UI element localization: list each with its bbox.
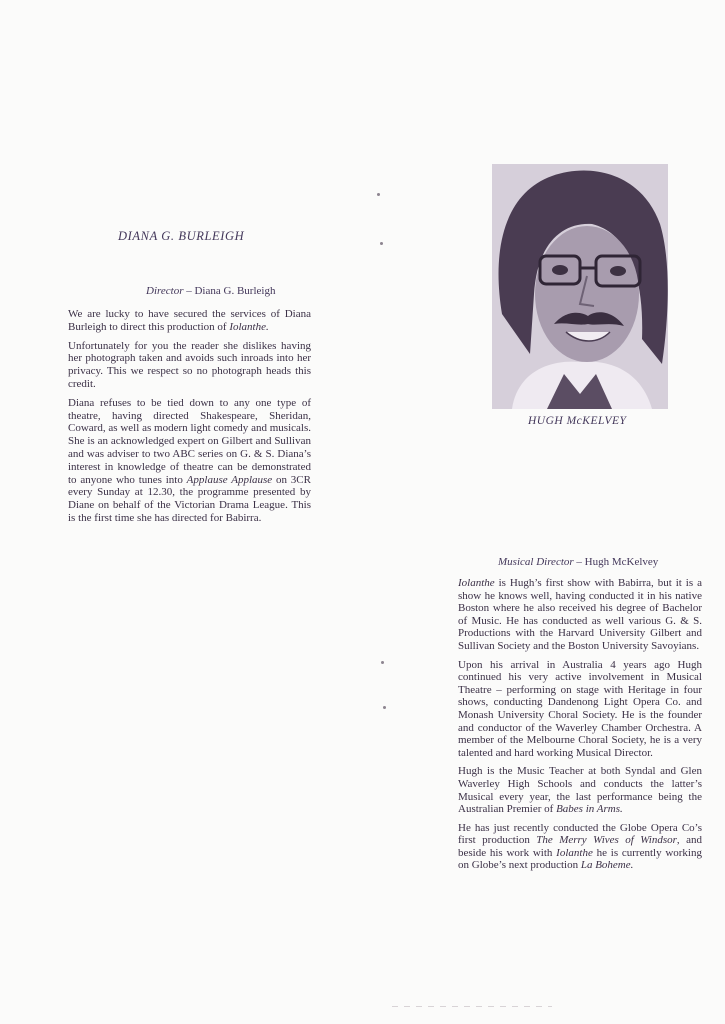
md-bio-p3-show: Babes in Arms. <box>556 803 623 816</box>
md-bio-p3-text: Hugh is the Music Teacher at both Syndal and Glen Waverley High Schools and conducts the latter’s Musical every year, the last performance being the Australian Premier of <box>458 765 702 816</box>
hugh-mckelvey-photo <box>492 164 668 409</box>
portrait-illustration <box>492 164 668 409</box>
binding-speck <box>381 661 384 664</box>
musical-director-role: Musical Director <box>498 556 574 568</box>
md-bio-p4-text-b: , and beside his work with <box>458 834 702 859</box>
director-bio-paragraph-1 <box>68 308 311 334</box>
director-bio <box>68 308 311 531</box>
musical-director-subhead-separator: – <box>573 556 585 568</box>
musical-director-name: Hugh McKelvey <box>584 556 659 568</box>
musical-director-bio <box>458 577 702 878</box>
md-bio-p4-next: La Boheme. <box>580 859 634 872</box>
director-heading: DIANA G. BURLEIGH <box>118 229 245 243</box>
director-bio-paragraph-2: Unfortunately for you the reader she dislikes having her photograph taken and avoids such inroads into her privacy. This we respect so no photograph heads this credit. <box>68 339 311 390</box>
bottom-faint-rule <box>392 1006 552 1007</box>
photo-caption: HUGH McKELVEY <box>528 415 627 427</box>
musical-director-bio-paragraph-3 <box>458 765 702 815</box>
director-bio-p1-title: Iolanthe. <box>229 320 269 333</box>
md-bio-p4-text-a: He has just recently conducted the Globe Opera Co’s first production <box>458 821 702 847</box>
director-bio-p3-show: Applause Applause <box>186 473 273 486</box>
musical-director-bio-paragraph-1 <box>458 577 702 653</box>
md-bio-p1-title: Iolanthe <box>458 577 495 589</box>
musical-director-bio-paragraph-2: Upon his arrival in Australia 4 years ago Hugh continued his very active involvement in Musical Theatre – performing on stage with Heritage in four shows, conducting Dandenong Light Opera Co. and Monash University Choral Society. He is the founder and conductor of the Waverley Chamber Orchestra. A member of the Melbourne Choral Society, he is a very talented and hard working Musical Director. <box>458 658 702 759</box>
md-bio-p4-show: The Merry Wives of Windsor <box>536 834 677 847</box>
director-bio-p3-text-a: Diana refuses to be tied down to any one type of theatre, having directed Shakespeare, Sheridan, Coward, as well as modern light comedy and musicals. She is an acknowledged expert on Gilbert and Sullivan and was adviser to two ABC series on G. & S. Diana’s interest in knowledge of theatre can be demonstrated to anyone who tunes into <box>68 396 311 486</box>
musical-director-subhead <box>498 556 658 568</box>
director-role: Director <box>146 285 184 297</box>
director-bio-paragraph-3 <box>68 397 311 525</box>
director-name: Diana G. Burleigh <box>194 285 276 297</box>
binding-speck <box>377 193 380 196</box>
director-bio-p3-text-b: on 3CR every Sunday at 12.30, the programme presented by Diane on behalf of the Victorian Drama League. This is the first time she has directed for Babirra. <box>68 473 311 524</box>
director-subhead <box>146 285 275 297</box>
director-bio-p1-text: We are lucky to have secured the services of Diana Burleigh to direct this production of <box>68 308 311 333</box>
md-bio-p4-text-c: he is currently working on Globe’s next production <box>458 846 702 872</box>
binding-speck <box>380 242 383 245</box>
director-subhead-separator: – <box>183 285 195 297</box>
md-bio-p1-text: is Hugh’s first show with Babirra, but it is a show he knows well, having conducted it in his native Boston where he also received his degree of Bachelor of Music. He has conducted as well various G. & S. Productions with the Harvard University Gilbert and Sullivan Society and the Boston University Savoyians. <box>458 577 702 652</box>
musical-director-bio-paragraph-4 <box>458 822 702 872</box>
md-bio-p4-title: Iolanthe <box>556 846 593 859</box>
binding-speck <box>383 706 386 709</box>
